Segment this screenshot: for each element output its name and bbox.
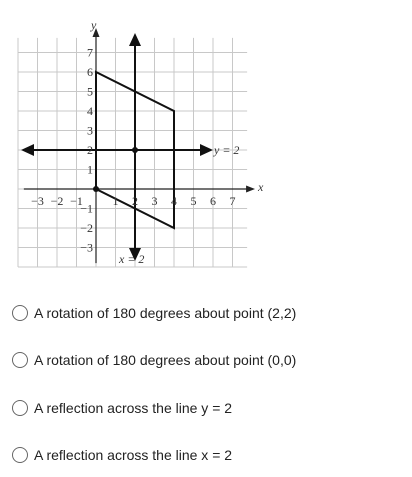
answer-option-label: A reflection across the line y = 2 <box>34 400 233 416</box>
x-tick-label: 3 <box>151 194 158 208</box>
graph-labels <box>31 18 264 266</box>
x-tick-label: 4 <box>171 194 177 208</box>
radio-button-icon[interactable] <box>12 305 28 321</box>
x-tick-label: 2 <box>132 194 138 208</box>
y-tick-label: 4 <box>87 104 93 118</box>
y-tick-label: −2 <box>80 221 93 235</box>
graph-grid <box>18 38 247 267</box>
answer-option-2[interactable] <box>12 349 296 371</box>
answer-option-4[interactable] <box>12 444 232 466</box>
radio-button-icon[interactable] <box>12 352 28 368</box>
y-axis-label: y <box>91 18 97 32</box>
x-tick-label: −3 <box>31 194 44 208</box>
line-arrow-left-icon <box>21 144 34 156</box>
x-axis-arrow-icon <box>246 186 255 193</box>
answer-option-3[interactable] <box>12 397 232 419</box>
answer-option-1[interactable] <box>12 302 296 324</box>
x-axis-label: x <box>258 180 264 194</box>
y-tick-label: 1 <box>87 162 93 177</box>
y-tick-label: 3 <box>87 123 93 138</box>
radio-button-icon[interactable] <box>12 400 28 416</box>
x-tick-label: 1 <box>112 194 119 208</box>
answer-option-label: A reflection across the line x = 2 <box>34 447 233 463</box>
y-tick-label: 7 <box>87 45 93 60</box>
y-tick-label: 2 <box>87 143 93 157</box>
line-arrow-up-icon <box>129 33 141 46</box>
point-marker <box>132 147 138 153</box>
point-marker <box>93 186 99 192</box>
graph-shapes <box>21 33 213 261</box>
x-tick-label: 6 <box>210 194 216 208</box>
line-arrow-right-icon <box>200 144 213 156</box>
answer-option-label: A rotation of 180 degrees about point (0,0) <box>34 352 297 368</box>
x-tick-label: −2 <box>50 194 64 208</box>
x-tick-label: 7 <box>229 194 236 208</box>
y-tick-label: −3 <box>80 240 93 255</box>
answer-option-label: A rotation of 180 degrees about point (2,2) <box>34 305 297 321</box>
y-tick-label: 6 <box>87 65 93 79</box>
y-tick-label: −1 <box>80 201 93 216</box>
radio-button-icon[interactable] <box>12 447 28 463</box>
line-label-y: y = 2 <box>214 143 240 157</box>
line-label-x: x = 2 <box>119 252 145 266</box>
x-tick-label: −1 <box>70 194 83 208</box>
y-tick-label: 5 <box>87 84 93 99</box>
x-tick-label: 5 <box>190 194 197 208</box>
